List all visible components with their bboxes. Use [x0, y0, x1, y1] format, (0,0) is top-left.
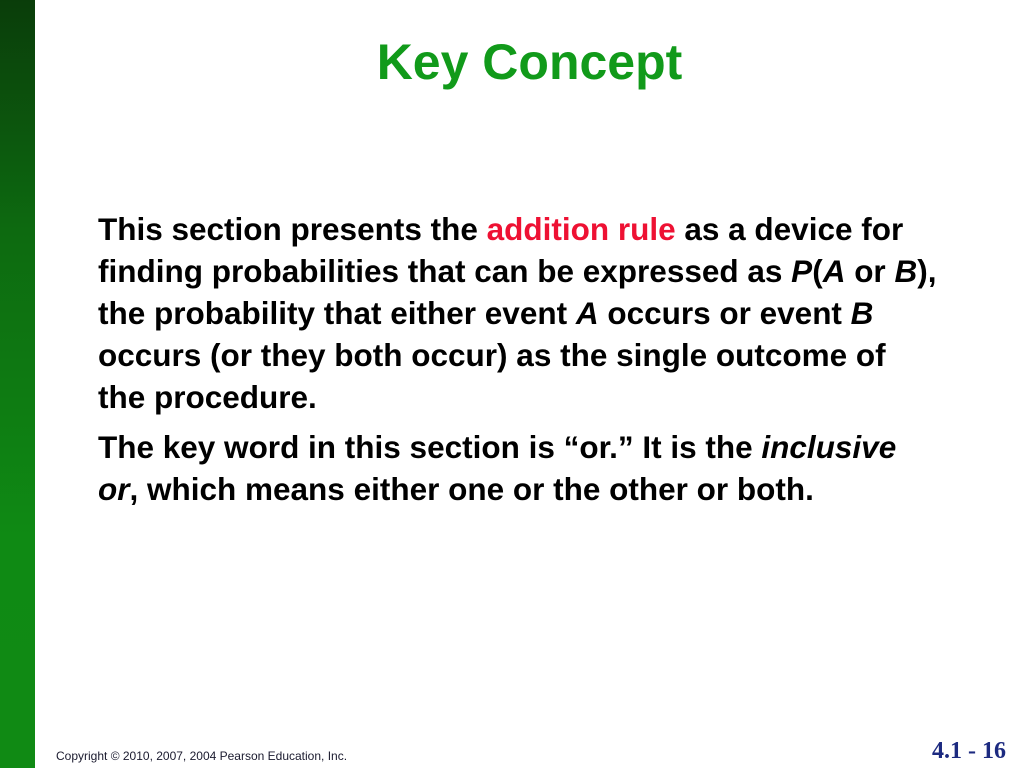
italic-symbol: A	[575, 295, 599, 331]
slide-body	[98, 208, 938, 518]
italic-symbol: B	[894, 253, 918, 289]
side-accent-bar	[0, 0, 35, 768]
text-run: occurs (or they both occur) as the single outcome of the procedure.	[98, 337, 886, 415]
italic-symbol: B	[850, 295, 874, 331]
text-run: ), the probability that either event	[98, 253, 937, 331]
italic-symbol: A	[822, 253, 846, 289]
italic-term: inclusive or	[98, 429, 897, 507]
italic-symbol: P	[791, 253, 813, 289]
text-run: The key word in this section is “or.” It is the	[98, 429, 762, 465]
highlighted-term: addition rule	[486, 211, 676, 247]
text-run: occurs or event	[598, 295, 851, 331]
text-run: This section presents the	[98, 211, 487, 247]
paragraph-addition-rule	[98, 208, 938, 418]
text-run: (	[812, 253, 823, 289]
slide-title: Key Concept	[376, 34, 683, 90]
text-run: , which means either one or the other or both.	[129, 471, 814, 507]
text-run: or	[845, 253, 895, 289]
paragraph-key-word	[98, 426, 938, 510]
copyright-notice: Copyright © 2010, 2007, 2004 Pearson Education, Inc.	[56, 749, 348, 763]
text-run: as a device for finding probabilities that can be expressed as	[98, 211, 904, 289]
slide-page-number: 4.1 - 16	[932, 738, 1006, 764]
